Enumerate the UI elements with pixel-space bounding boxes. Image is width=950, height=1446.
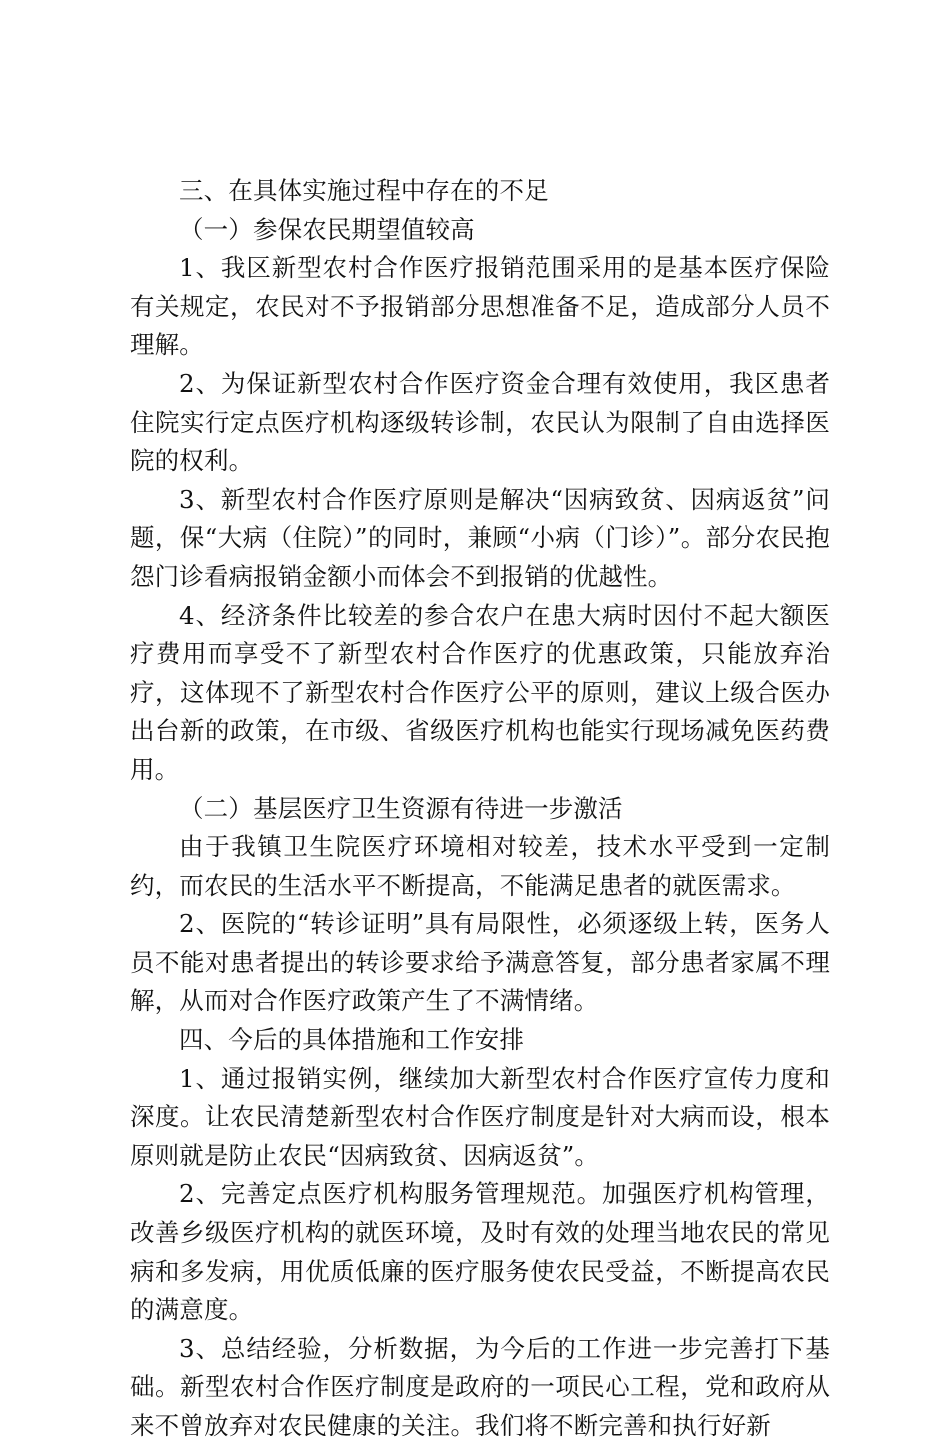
section-heading-four: 四、今后的具体措施和工作安排 [179,1025,525,1055]
paragraph-measure-2: 2、完善定点医疗机构服务管理规范。加强医疗机构管理，改善乡级医疗机构的就医环境，及时有效的处理当地农民的常见病和多发病，用优质低廉的医疗服务使农民受益，不断提高农民的满意度。 [130,1179,830,1325]
document-body [130,172,830,1446]
paragraph-resources-2: 2、医院的“转诊证明”具有局限性，必须逐级上转，医务人员不能对患者提出的转诊要求给予满意答复，部分患者家属不理解，从而对合作医疗政策产生了不满情绪。 [130,909,830,1016]
paragraph-resources-intro: 由于我镇卫生院医疗环境相对较差，技术水平受到一定制约，而农民的生活水平不断提高，不能满足患者的就医需求。 [130,832,830,900]
paragraph-item-3: 3、新型农村合作医疗原则是解决“因病致贫、因病返贫”问题，保“大病（住院）”的同时，兼顾“小病（门诊）”。部分农民抱怨门诊看病报销金额小而体会不到报销的优越性。 [130,484,830,591]
paragraph-item-1: 1、我区新型农村合作医疗报销范围采用的是基本医疗保险有关规定，农民对不予报销部分思想准备不足，造成部分人员不理解。 [130,253,830,360]
paragraph-measure-3: 3、总结经验，分析数据，为今后的工作进一步完善打下基础。新型农村合作医疗制度是政府的一项民心工程，党和政府从来不曾放弃对农民健康的关注。我们将不断完善和执行好新 [130,1333,830,1440]
paragraph-item-2: 2、为保证新型农村合作医疗资金合理有效使用，我区患者住院实行定点医疗机构逐级转诊制，农民认为限制了自由选择医院的权利。 [130,368,830,476]
paragraph-measure-1: 1、通过报销实例，继续加大新型农村合作医疗宣传力度和深度。让农民清楚新型农村合作医疗制度是针对大病而设，根本原则就是防止农民“因病致贫、因病返贫”。 [130,1063,830,1170]
subsection-heading-two: （二）基层医疗卫生资源有待进一步激活 [179,793,623,823]
subsection-heading-one: （一）参保农民期望值较高 [179,214,475,244]
paragraph-item-4: 4、经济条件比较差的参合农户在患大病时因付不起大额医疗费用而享受不了新型农村合作医疗的优惠政策，只能放弃治疗，这体现不了新型农村合作医疗公平的原则，建议上级合医办出台新的政策，在市级、省级医疗机构也能实行现场减免医药费用。 [130,600,830,784]
section-heading-three: 三、在具体实施过程中存在的不足 [179,176,549,205]
